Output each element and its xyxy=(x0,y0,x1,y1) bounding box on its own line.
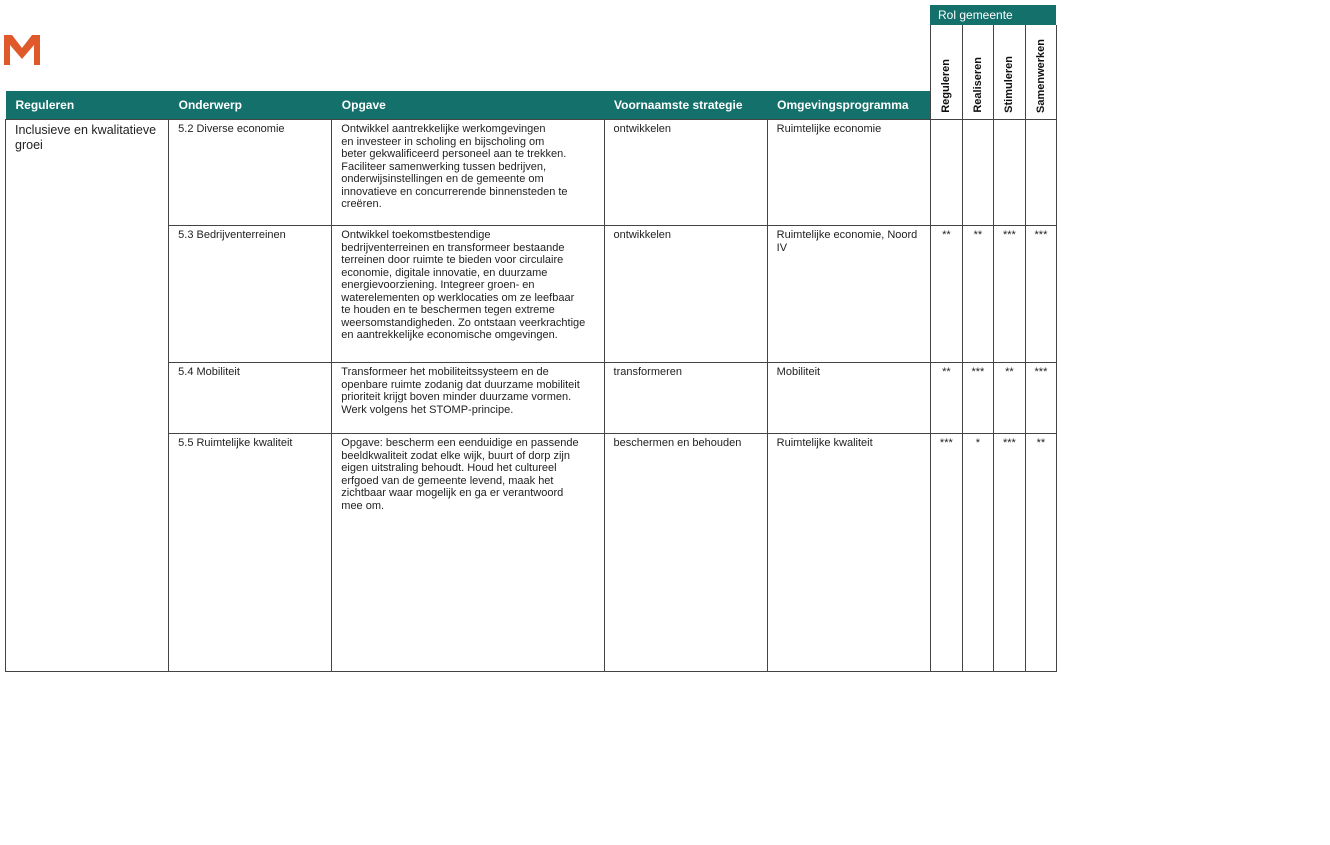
table-row xyxy=(6,120,1057,226)
programma-cell: Ruimtelijke economie xyxy=(767,120,930,226)
role-value-cell: *** xyxy=(1025,363,1056,434)
strategie-cell: ontwikkelen xyxy=(604,226,767,363)
role-value-cell: ** xyxy=(930,226,962,363)
rol-gemeente-header: Rol gemeente xyxy=(930,5,1056,25)
role-header-reguleren: Reguleren xyxy=(930,91,962,120)
role-value-cell: * xyxy=(962,434,993,672)
onderwerp-cell: 5.3 Bedrijventerreinen xyxy=(169,226,332,363)
role-value-cell: ** xyxy=(993,363,1025,434)
column-header-programma: Omgevingsprogramma xyxy=(767,91,930,120)
role-header-samenwerken: Samenwerken xyxy=(1025,91,1056,120)
role-value-cell: *** xyxy=(930,434,962,672)
onderwerp-cell: 5.5 Ruimtelijke kwaliteit xyxy=(169,434,332,672)
role-value-cell: *** xyxy=(1025,226,1056,363)
programma-cell: Mobiliteit xyxy=(767,363,930,434)
programma-cell: Ruimtelijke kwaliteit xyxy=(767,434,930,672)
role-value-cell: ** xyxy=(962,226,993,363)
strategie-cell: beschermen en behouden xyxy=(604,434,767,672)
category-cell: Inclusieve en kwalitatieve groei xyxy=(6,120,169,672)
role-value-cell: *** xyxy=(962,363,993,434)
role-header-realiseren: Realiseren xyxy=(962,91,993,120)
opgave-cell: Opgave: bescherm een eenduidige en passende beeldkwaliteit zodat elke wijk, buurt of dorp zijn eigen uitstraling behoudt. Houd het cultureel erfgoed van de gemeente levend, maak het zichtbaar waar mogelijk en ga er verantwoord mee om. xyxy=(332,434,604,672)
role-value-cell xyxy=(962,120,993,226)
role-value-cell: *** xyxy=(993,226,1025,363)
column-header-strategie: Voornaamste strategie xyxy=(604,91,767,120)
role-value-cell: *** xyxy=(993,434,1025,672)
role-header-stimuleren: Stimuleren xyxy=(993,91,1025,120)
column-header-opgave: Opgave xyxy=(332,91,604,120)
opgave-cell: Ontwikkel toekomstbestendige bedrijventerreinen en transformeer bestaande terreinen door ruimte te bieden voor circulaire economie, digitale innovatie, en duurzame energievoorziening. Integreer groen- en waterelementen op werklocaties om ze leefbaar te houden en te beschermen tegen extreme weersomstandigheden. Zo ontstaan veerkrachtige en aantrekkelijke economische omgevingen. xyxy=(332,226,604,363)
onderwerp-cell: 5.4 Mobiliteit xyxy=(169,363,332,434)
opgave-cell: Ontwikkel aantrekkelijke werkomgevingen en investeer in scholing en bijscholing om beter gekwalificeerd personeel aan te trekken. Faciliteer samenwerking tussen bedrijven, onderwijsinstellingen en de gemeente om innovatieve en concurrerende binnensteden te creëren. xyxy=(332,120,604,226)
strategie-cell: transformeren xyxy=(604,363,767,434)
role-value-cell: ** xyxy=(1025,434,1056,672)
role-value-cell xyxy=(993,120,1025,226)
column-header-onderwerp: Onderwerp xyxy=(169,91,332,120)
column-header-category: Reguleren xyxy=(6,91,169,120)
opgave-cell: Transformeer het mobiliteitssysteem en de openbare ruimte zodanig dat duurzame mobiliteit prioriteit krijgt boven minder duurzame vormen. Werk volgens het STOMP-principe. xyxy=(332,363,604,434)
onderwerp-cell: 5.2 Diverse economie xyxy=(169,120,332,226)
strategie-cell: ontwikkelen xyxy=(604,120,767,226)
strategy-table xyxy=(5,25,1057,672)
programma-cell: Ruimtelijke economie, Noord IV xyxy=(767,226,930,363)
role-value-cell xyxy=(930,120,962,226)
role-value-cell: ** xyxy=(930,363,962,434)
role-value-cell xyxy=(1025,120,1056,226)
